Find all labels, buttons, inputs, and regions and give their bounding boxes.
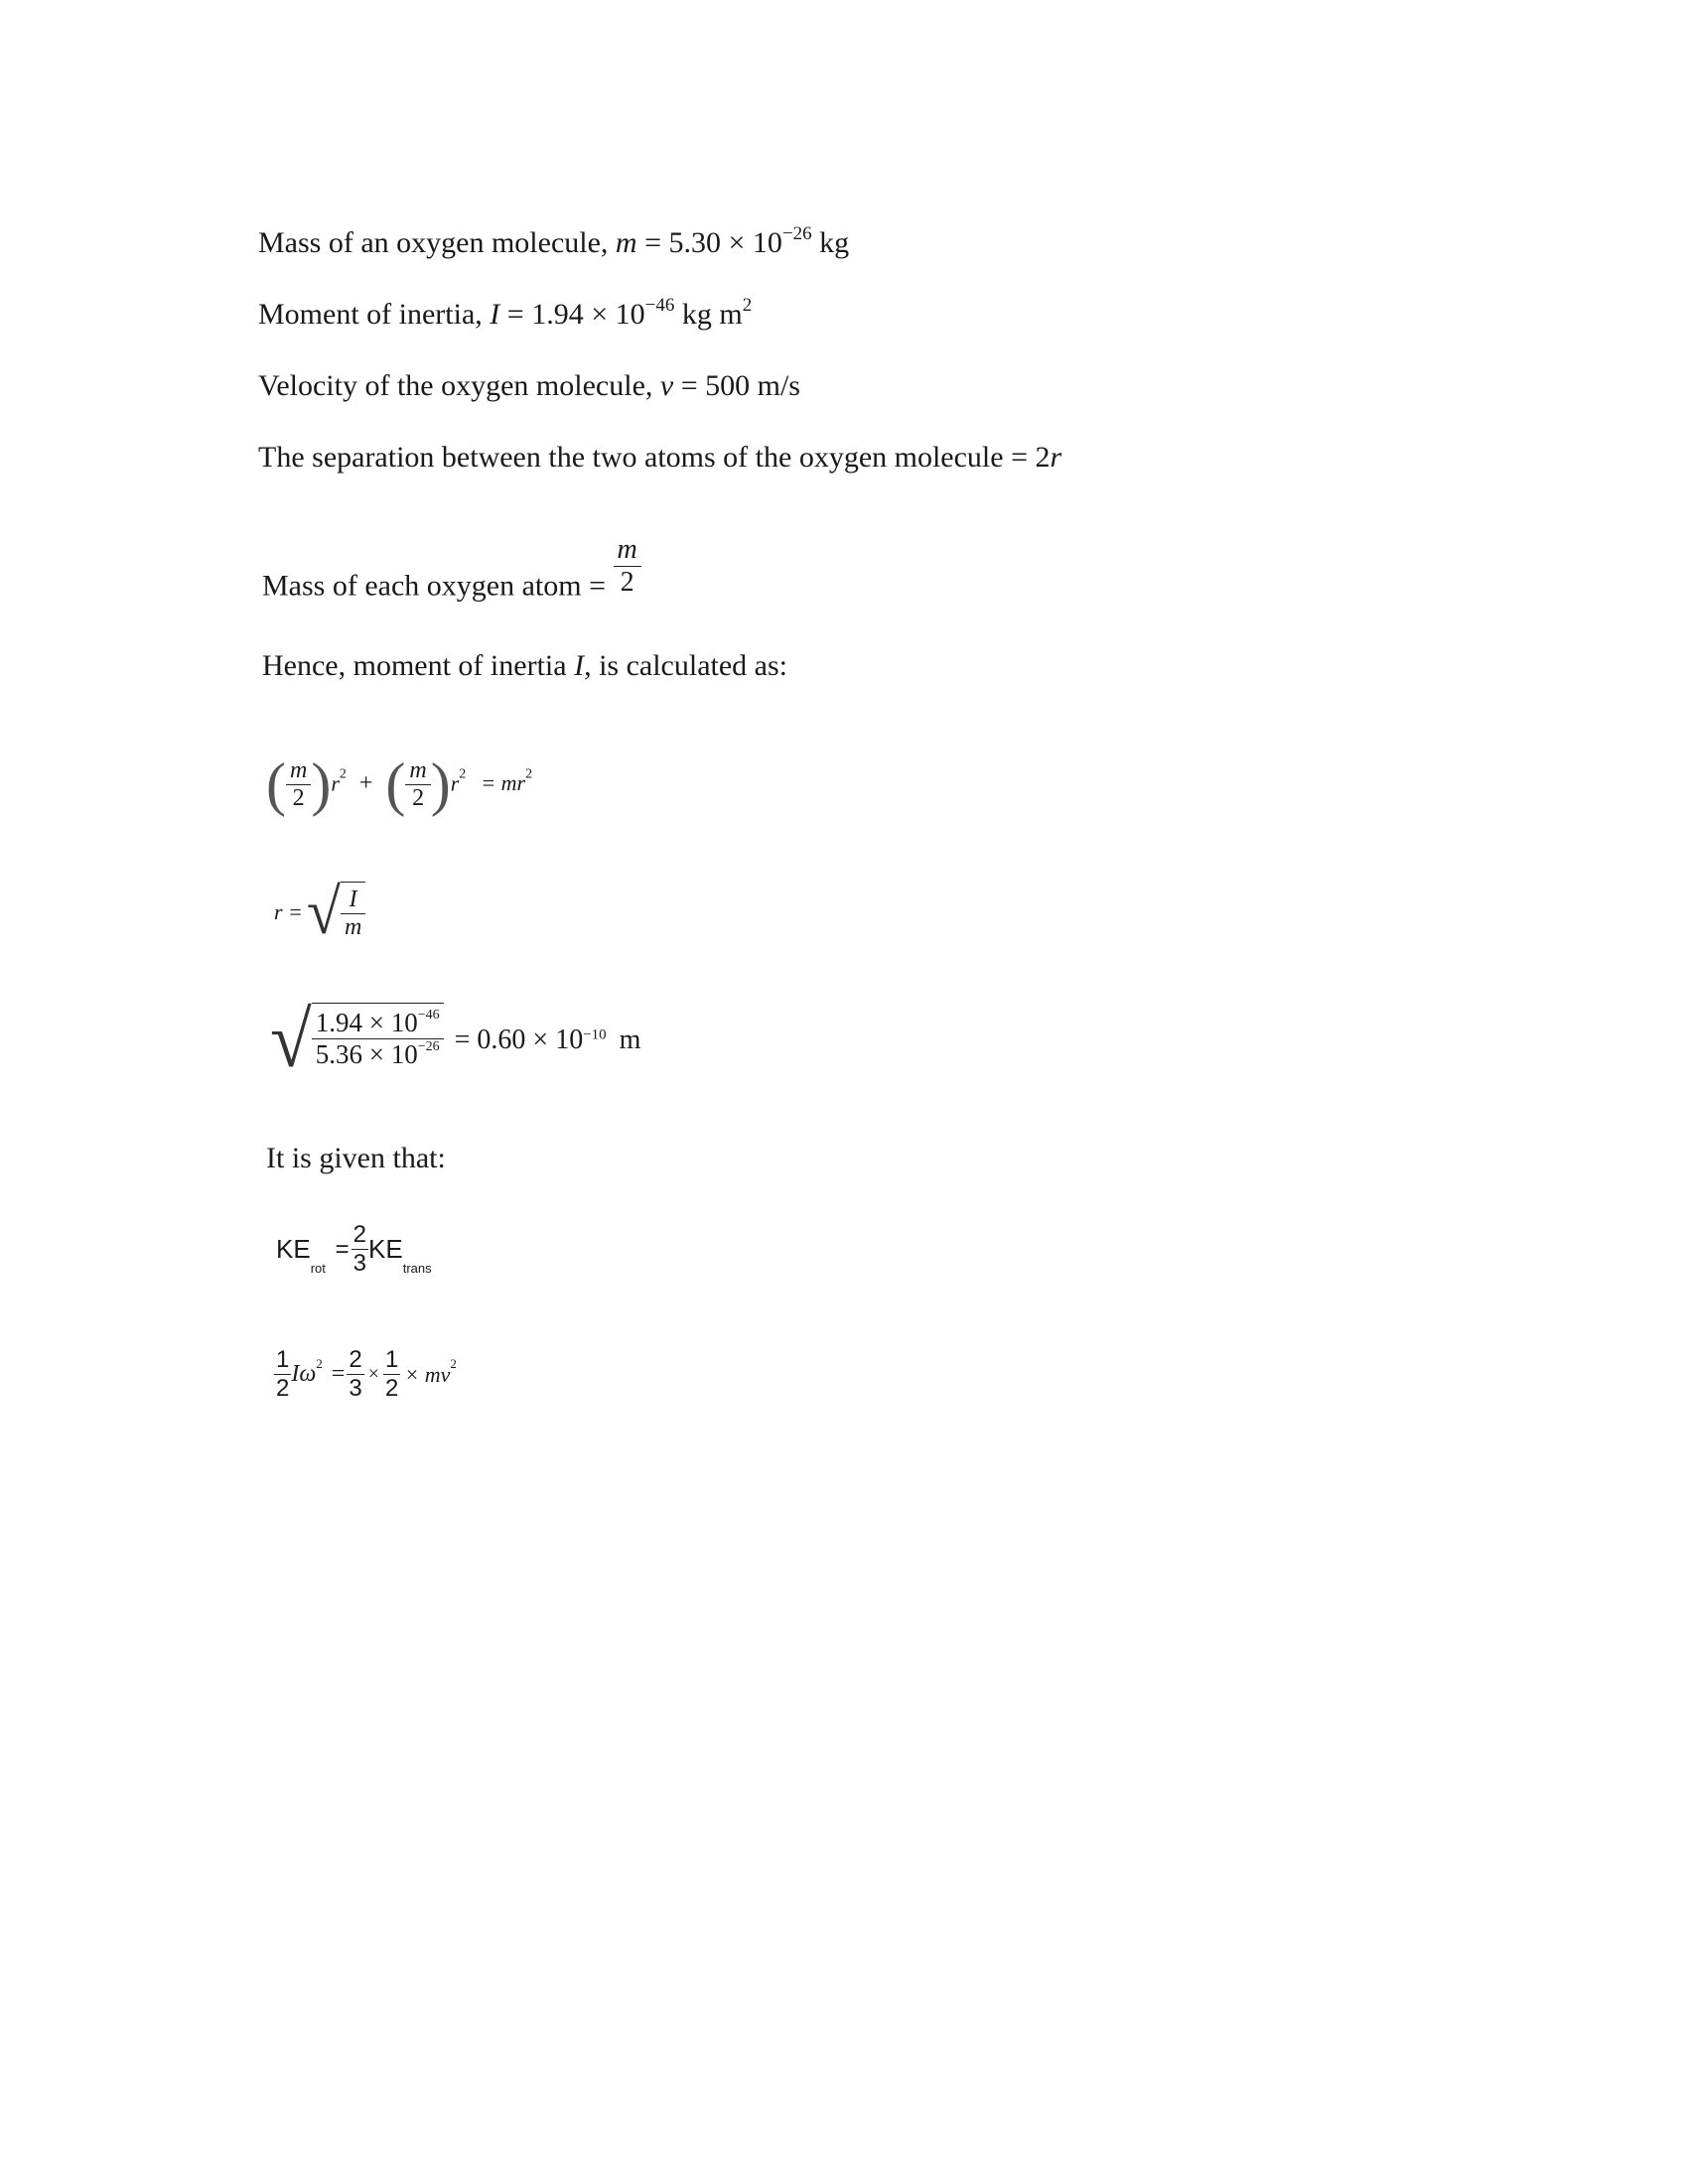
equation-kinetic-energy bbox=[276, 1221, 432, 1278]
eq5-frac-1 bbox=[274, 1346, 291, 1403]
eq5-iw: Iω bbox=[291, 1361, 317, 1387]
eq5-n1: 1 bbox=[276, 1346, 290, 1373]
eq3-num bbox=[312, 1008, 444, 1039]
equation-radius-value bbox=[270, 996, 641, 1085]
eq1-num-b: m bbox=[405, 757, 430, 785]
eq1-den-b: 2 bbox=[412, 784, 425, 811]
eq1-exp-b: 2 bbox=[459, 766, 467, 782]
eq4-rot-sub: rot bbox=[310, 1260, 326, 1276]
paren-close: ) bbox=[311, 751, 332, 817]
moi-variable: I bbox=[490, 298, 500, 331]
eq4-ke-rot: KE bbox=[276, 1234, 311, 1264]
mass-value: = 5.30 × 10 bbox=[636, 226, 782, 259]
eq5-d2: 3 bbox=[349, 1375, 362, 1402]
eq3-den-text: 5.36 × 10 bbox=[315, 1039, 418, 1069]
moi-label: Moment of inertia, bbox=[258, 298, 491, 331]
separation-line bbox=[258, 441, 1061, 475]
eq5-frac-3 bbox=[383, 1346, 400, 1403]
eq3-fraction bbox=[312, 1008, 444, 1070]
atom-mass-label: Mass of each oxygen atom = bbox=[262, 569, 614, 603]
eq2-sqrt bbox=[306, 877, 365, 948]
eq3-den bbox=[312, 1039, 444, 1070]
mass-variable: m bbox=[615, 226, 637, 259]
eq1-den-a: 2 bbox=[292, 784, 305, 811]
eq1-fraction-b bbox=[405, 757, 430, 812]
eq1-num-a: m bbox=[286, 757, 311, 785]
separation-variable: r bbox=[1050, 441, 1062, 474]
eq1-rhs-exp: 2 bbox=[525, 766, 533, 782]
eq3-rhs-exp: −10 bbox=[583, 1026, 607, 1043]
moi-value: = 1.94 × 10 bbox=[499, 298, 645, 331]
eq3-den-exp: −26 bbox=[417, 1039, 440, 1054]
eq2-num: I bbox=[341, 887, 365, 914]
eq2-lhs: r = bbox=[274, 899, 303, 924]
eq4-num: 2 bbox=[352, 1221, 367, 1248]
eq3-num-text: 1.94 × 10 bbox=[315, 1008, 418, 1037]
eq5-mv-exp: 2 bbox=[450, 1355, 457, 1371]
eq5-n2: 2 bbox=[349, 1346, 362, 1373]
mass-exponent: −26 bbox=[781, 223, 812, 244]
eq5-d3: 2 bbox=[384, 1375, 399, 1402]
moi-line bbox=[258, 295, 753, 332]
velocity-variable: v bbox=[659, 369, 674, 402]
atom-mass-denominator: 2 bbox=[620, 567, 634, 598]
eq3-sqrt-body bbox=[312, 1003, 444, 1078]
equation-energy-relation bbox=[274, 1346, 457, 1403]
eq5-equals: = bbox=[331, 1361, 346, 1387]
eq4-fraction bbox=[352, 1221, 368, 1278]
eq4-equals: = bbox=[335, 1235, 350, 1263]
hence-variable: I bbox=[574, 649, 585, 682]
equation-radius bbox=[274, 877, 365, 948]
eq2-fraction bbox=[341, 887, 365, 941]
eq3-sqrt bbox=[270, 996, 444, 1085]
eq2-den: m bbox=[344, 914, 362, 940]
moi-exponent: −46 bbox=[644, 295, 675, 316]
eq3-num-exp: −46 bbox=[417, 1008, 440, 1023]
eq5-mv: × mv bbox=[404, 1361, 451, 1387]
eq1-r-a: r bbox=[331, 770, 340, 796]
given-label: It is given that: bbox=[266, 1142, 446, 1174]
mass-label: Mass of an oxygen molecule, bbox=[258, 226, 616, 259]
eq2-sqrt-body bbox=[341, 882, 365, 943]
given-line bbox=[266, 1142, 446, 1175]
eq4-ke-trans: KE bbox=[368, 1234, 403, 1264]
eq3-rhs: = 0.60 × 10 bbox=[454, 1024, 584, 1055]
atom-mass-line bbox=[262, 534, 641, 603]
eq5-frac-2 bbox=[347, 1346, 363, 1403]
eq1-r-b: r bbox=[450, 770, 460, 796]
eq5-d1: 2 bbox=[276, 1375, 290, 1402]
velocity-label: Velocity of the oxygen molecule, bbox=[258, 369, 660, 402]
eq1-rhs: = mr bbox=[481, 770, 526, 796]
eq4-trans-sub: trans bbox=[402, 1260, 432, 1276]
hence-label: Hence, moment of inertia bbox=[262, 649, 575, 682]
paren-open: ( bbox=[266, 751, 286, 817]
hence-line bbox=[262, 649, 787, 683]
eq5-n3: 1 bbox=[384, 1346, 399, 1373]
atom-mass-numerator: m bbox=[614, 534, 641, 567]
hence-rest: , is calculated as: bbox=[584, 649, 787, 682]
moi-unit: kg m bbox=[674, 298, 743, 331]
paren-close: ) bbox=[430, 751, 451, 817]
velocity-value: = 500 m/s bbox=[673, 369, 800, 402]
eq3-unit: m bbox=[612, 1024, 641, 1055]
sqrt-icon: √ bbox=[306, 877, 341, 948]
sqrt-icon: √ bbox=[270, 996, 312, 1085]
eq1-plus: + bbox=[358, 770, 373, 797]
moi-unit-exponent: 2 bbox=[742, 295, 753, 316]
eq1-exp-a: 2 bbox=[339, 766, 347, 782]
mass-line bbox=[258, 223, 850, 260]
separation-label: The separation between the two atoms of the oxygen molecule = 2 bbox=[258, 441, 1051, 474]
eq5-times: × bbox=[367, 1363, 379, 1385]
velocity-line bbox=[258, 369, 800, 403]
atom-mass-fraction bbox=[614, 534, 641, 599]
mass-unit: kg bbox=[811, 226, 850, 259]
eq5-iw-exp: 2 bbox=[316, 1355, 323, 1371]
equation-moment bbox=[266, 751, 533, 817]
eq4-den: 3 bbox=[352, 1250, 367, 1277]
eq1-fraction-a bbox=[286, 757, 311, 812]
paren-open: ( bbox=[385, 751, 406, 817]
